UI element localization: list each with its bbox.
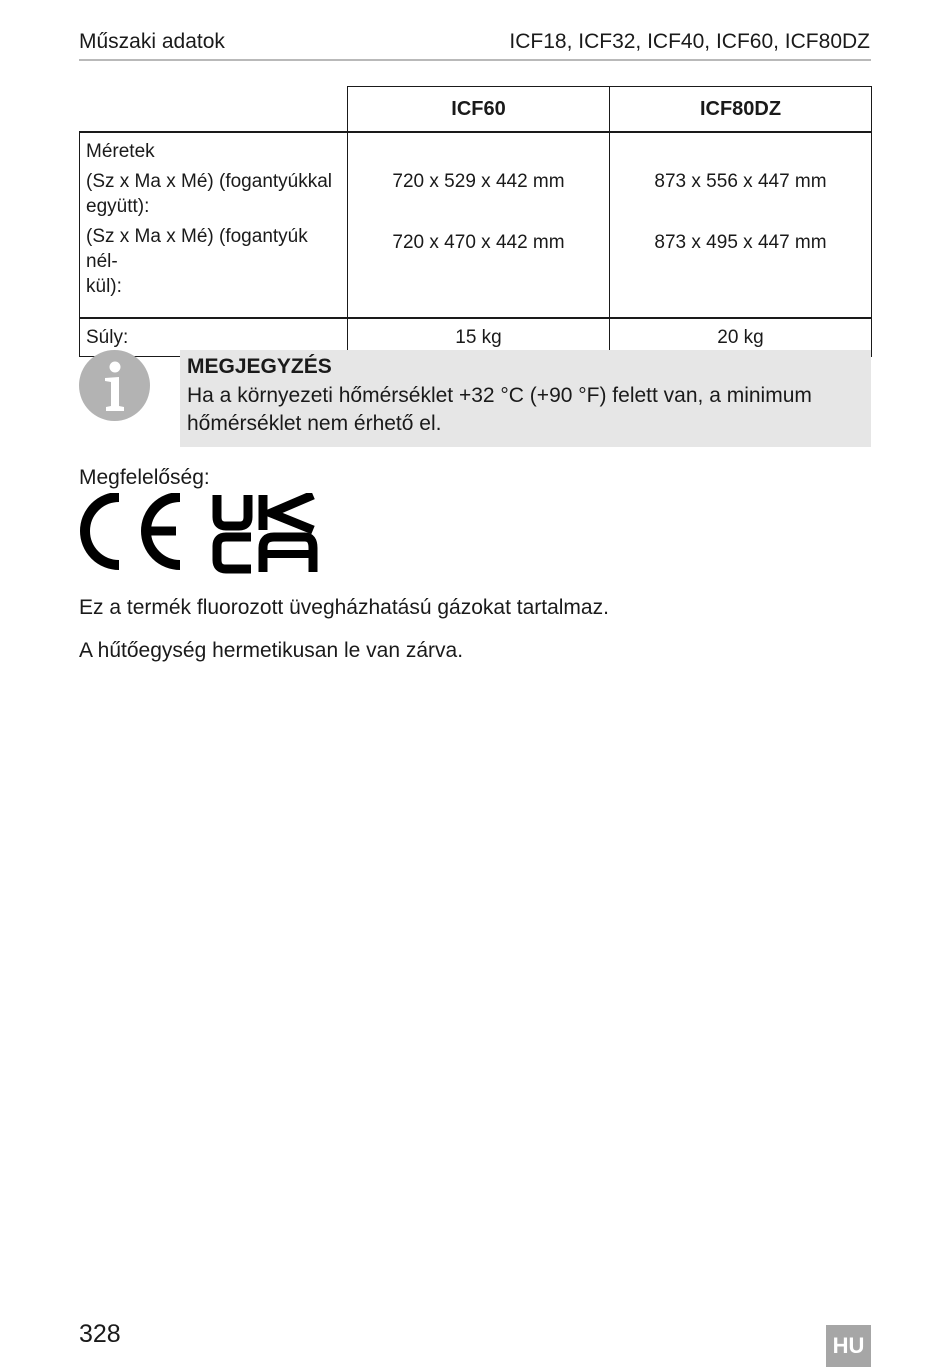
column-header-icf60: ICF60 xyxy=(348,87,610,133)
with-handles-label-line1: (Sz x Ma x Mé) (fogantyúkkal xyxy=(86,171,333,192)
note-box xyxy=(180,350,871,447)
hermetic-seal-notice: A hűtőegység hermetikusan le van zárva. xyxy=(79,639,464,662)
dimensions-row xyxy=(80,132,872,318)
dimensions-label-cell xyxy=(80,132,348,318)
note-title: MEGJEGYZÉS xyxy=(187,355,332,378)
without-handles-label-line1: (Sz x Ma x Mé) (fogantyúk nél- xyxy=(86,226,308,272)
with-handles-label-line2: együtt): xyxy=(86,196,150,217)
header-section-title: Műszaki adatok xyxy=(79,30,225,53)
conformity-marks xyxy=(79,493,319,580)
spec-table xyxy=(79,86,872,357)
icf60-with-handles-value: 720 x 529 x 442 mm xyxy=(392,171,565,192)
header-divider xyxy=(79,59,871,61)
dimensions-icf80dz-cell xyxy=(610,132,872,318)
icf80dz-weight-value: 20 kg xyxy=(610,318,872,357)
spec-table-corner xyxy=(80,87,348,133)
without-handles-label-line2: kül): xyxy=(86,276,122,297)
refrigerant-gas-notice: Ez a termék fluorozott üvegházhatású gázokat tartalmaz. xyxy=(79,596,609,619)
spec-table-header-row xyxy=(80,87,872,133)
icf60-weight-value: 15 kg xyxy=(348,318,610,357)
weight-label: Súly: xyxy=(80,318,348,357)
conformity-label: Megfelelőség: xyxy=(79,466,210,489)
icf80dz-without-handles-value: 873 x 495 x 447 mm xyxy=(654,232,827,253)
ukca-mark-icon xyxy=(217,495,313,572)
dimensions-label: Méretek xyxy=(86,141,155,162)
icf80dz-with-handles-value: 873 x 556 x 447 mm xyxy=(654,171,827,192)
page-number: 328 xyxy=(79,1320,121,1348)
dimensions-icf60-cell xyxy=(348,132,610,318)
ce-mark-icon xyxy=(85,497,180,565)
column-header-icf80dz: ICF80DZ xyxy=(610,87,872,133)
header-model-list: ICF18, ICF32, ICF40, ICF60, ICF80DZ xyxy=(509,30,870,53)
language-badge: HU xyxy=(826,1325,871,1367)
note-text: Ha a környezeti hőmérséklet +32 °C (+90 °F) felett van, a minimum hőmérséklet nem érhető el. xyxy=(187,384,812,435)
info-icon xyxy=(79,350,150,421)
icf60-without-handles-value: 720 x 470 x 442 mm xyxy=(392,232,565,253)
